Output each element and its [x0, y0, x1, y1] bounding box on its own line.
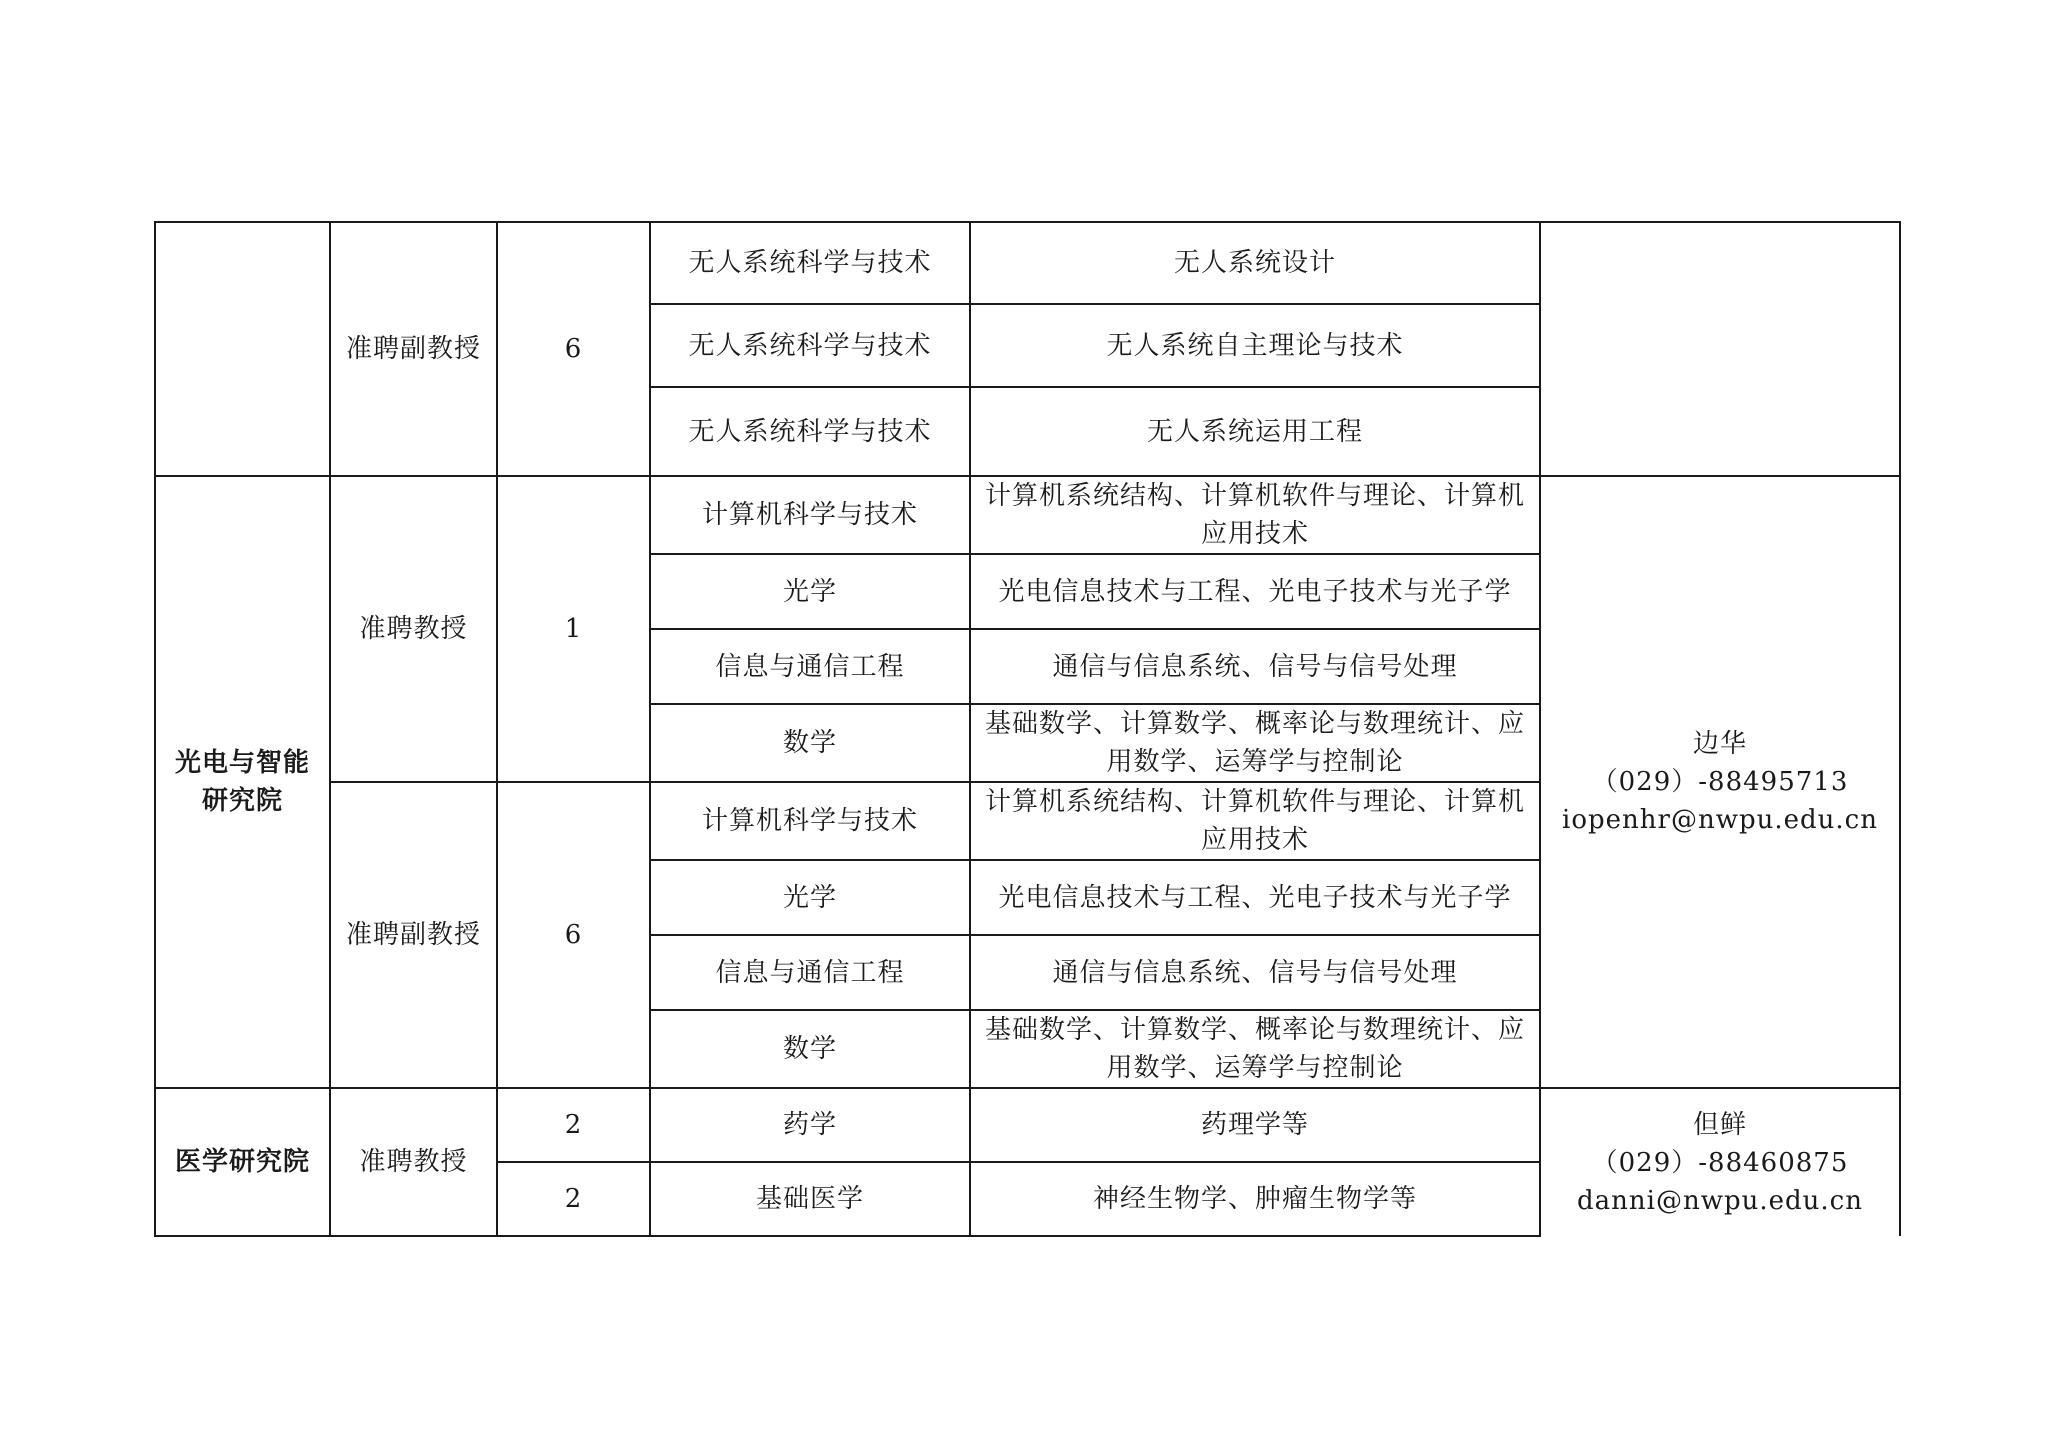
contact-name: 边华: [1692, 729, 1747, 759]
discipline-cell: 无人系统科学与技术: [650, 304, 970, 387]
table-row: [155, 1088, 1900, 1162]
discipline-cell: 数学: [650, 704, 970, 782]
rank-cell: 准聘教授: [330, 476, 497, 782]
discipline-cell: 信息与通信工程: [650, 629, 970, 704]
rank-cell: 准聘副教授: [330, 782, 497, 1088]
count-cell: 6: [497, 782, 650, 1088]
direction-cell: 光电信息技术与工程、光电子技术与光子学: [970, 554, 1540, 629]
discipline-cell: 光学: [650, 860, 970, 935]
discipline-cell: 基础医学: [650, 1162, 970, 1236]
count-cell: 6: [497, 222, 650, 476]
discipline-cell: 无人系统科学与技术: [650, 222, 970, 304]
direction-cell: 光电信息技术与工程、光电子技术与光子学: [970, 860, 1540, 935]
discipline-cell: 计算机科学与技术: [650, 476, 970, 554]
discipline-cell: 计算机科学与技术: [650, 782, 970, 860]
discipline-cell: 光学: [650, 554, 970, 629]
department-cell: 医学研究院: [155, 1088, 330, 1236]
department-cell: [155, 222, 330, 476]
contact-cell: [1540, 476, 1900, 1088]
count-cell: 1: [497, 476, 650, 782]
discipline-cell: 信息与通信工程: [650, 935, 970, 1010]
table-row: [155, 222, 1900, 304]
direction-cell: 计算机系统结构、计算机软件与理论、计算机应用技术: [970, 782, 1540, 860]
direction-cell: 无人系统运用工程: [970, 387, 1540, 476]
rank-cell: 准聘副教授: [330, 222, 497, 476]
direction-cell: 神经生物学、肿瘤生物学等: [970, 1162, 1540, 1236]
direction-cell: 通信与信息系统、信号与信号处理: [970, 935, 1540, 1010]
direction-cell: 无人系统自主理论与技术: [970, 304, 1540, 387]
count-cell: 2: [497, 1162, 650, 1236]
contact-phone: （029）-88460875: [1591, 1147, 1849, 1178]
contact-cell: [1540, 1088, 1900, 1236]
discipline-cell: 数学: [650, 1010, 970, 1088]
contact-email: iopenhr@nwpu.edu.cn: [1562, 805, 1878, 835]
count-cell: 2: [497, 1088, 650, 1162]
recruitment-table: [154, 221, 1901, 1237]
direction-cell: 通信与信息系统、信号与信号处理: [970, 629, 1540, 704]
discipline-cell: 药学: [650, 1088, 970, 1162]
discipline-cell: 无人系统科学与技术: [650, 387, 970, 476]
contact-name: 但鲜: [1692, 1109, 1747, 1140]
direction-cell: 计算机系统结构、计算机软件与理论、计算机应用技术: [970, 476, 1540, 554]
department-cell: 光电与智能研究院: [155, 476, 330, 1088]
contact-email: danni@nwpu.edu.cn: [1577, 1185, 1863, 1216]
contact-phone: （029）-88495713: [1591, 767, 1849, 797]
direction-cell: 基础数学、计算数学、概率论与数理统计、应用数学、运筹学与控制论: [970, 704, 1540, 782]
rank-cell: 准聘教授: [330, 1088, 497, 1236]
direction-cell: 无人系统设计: [970, 222, 1540, 304]
direction-cell: 基础数学、计算数学、概率论与数理统计、应用数学、运筹学与控制论: [970, 1010, 1540, 1088]
contact-cell: [1540, 222, 1900, 476]
direction-cell: 药理学等: [970, 1088, 1540, 1162]
table-row: [155, 476, 1900, 554]
